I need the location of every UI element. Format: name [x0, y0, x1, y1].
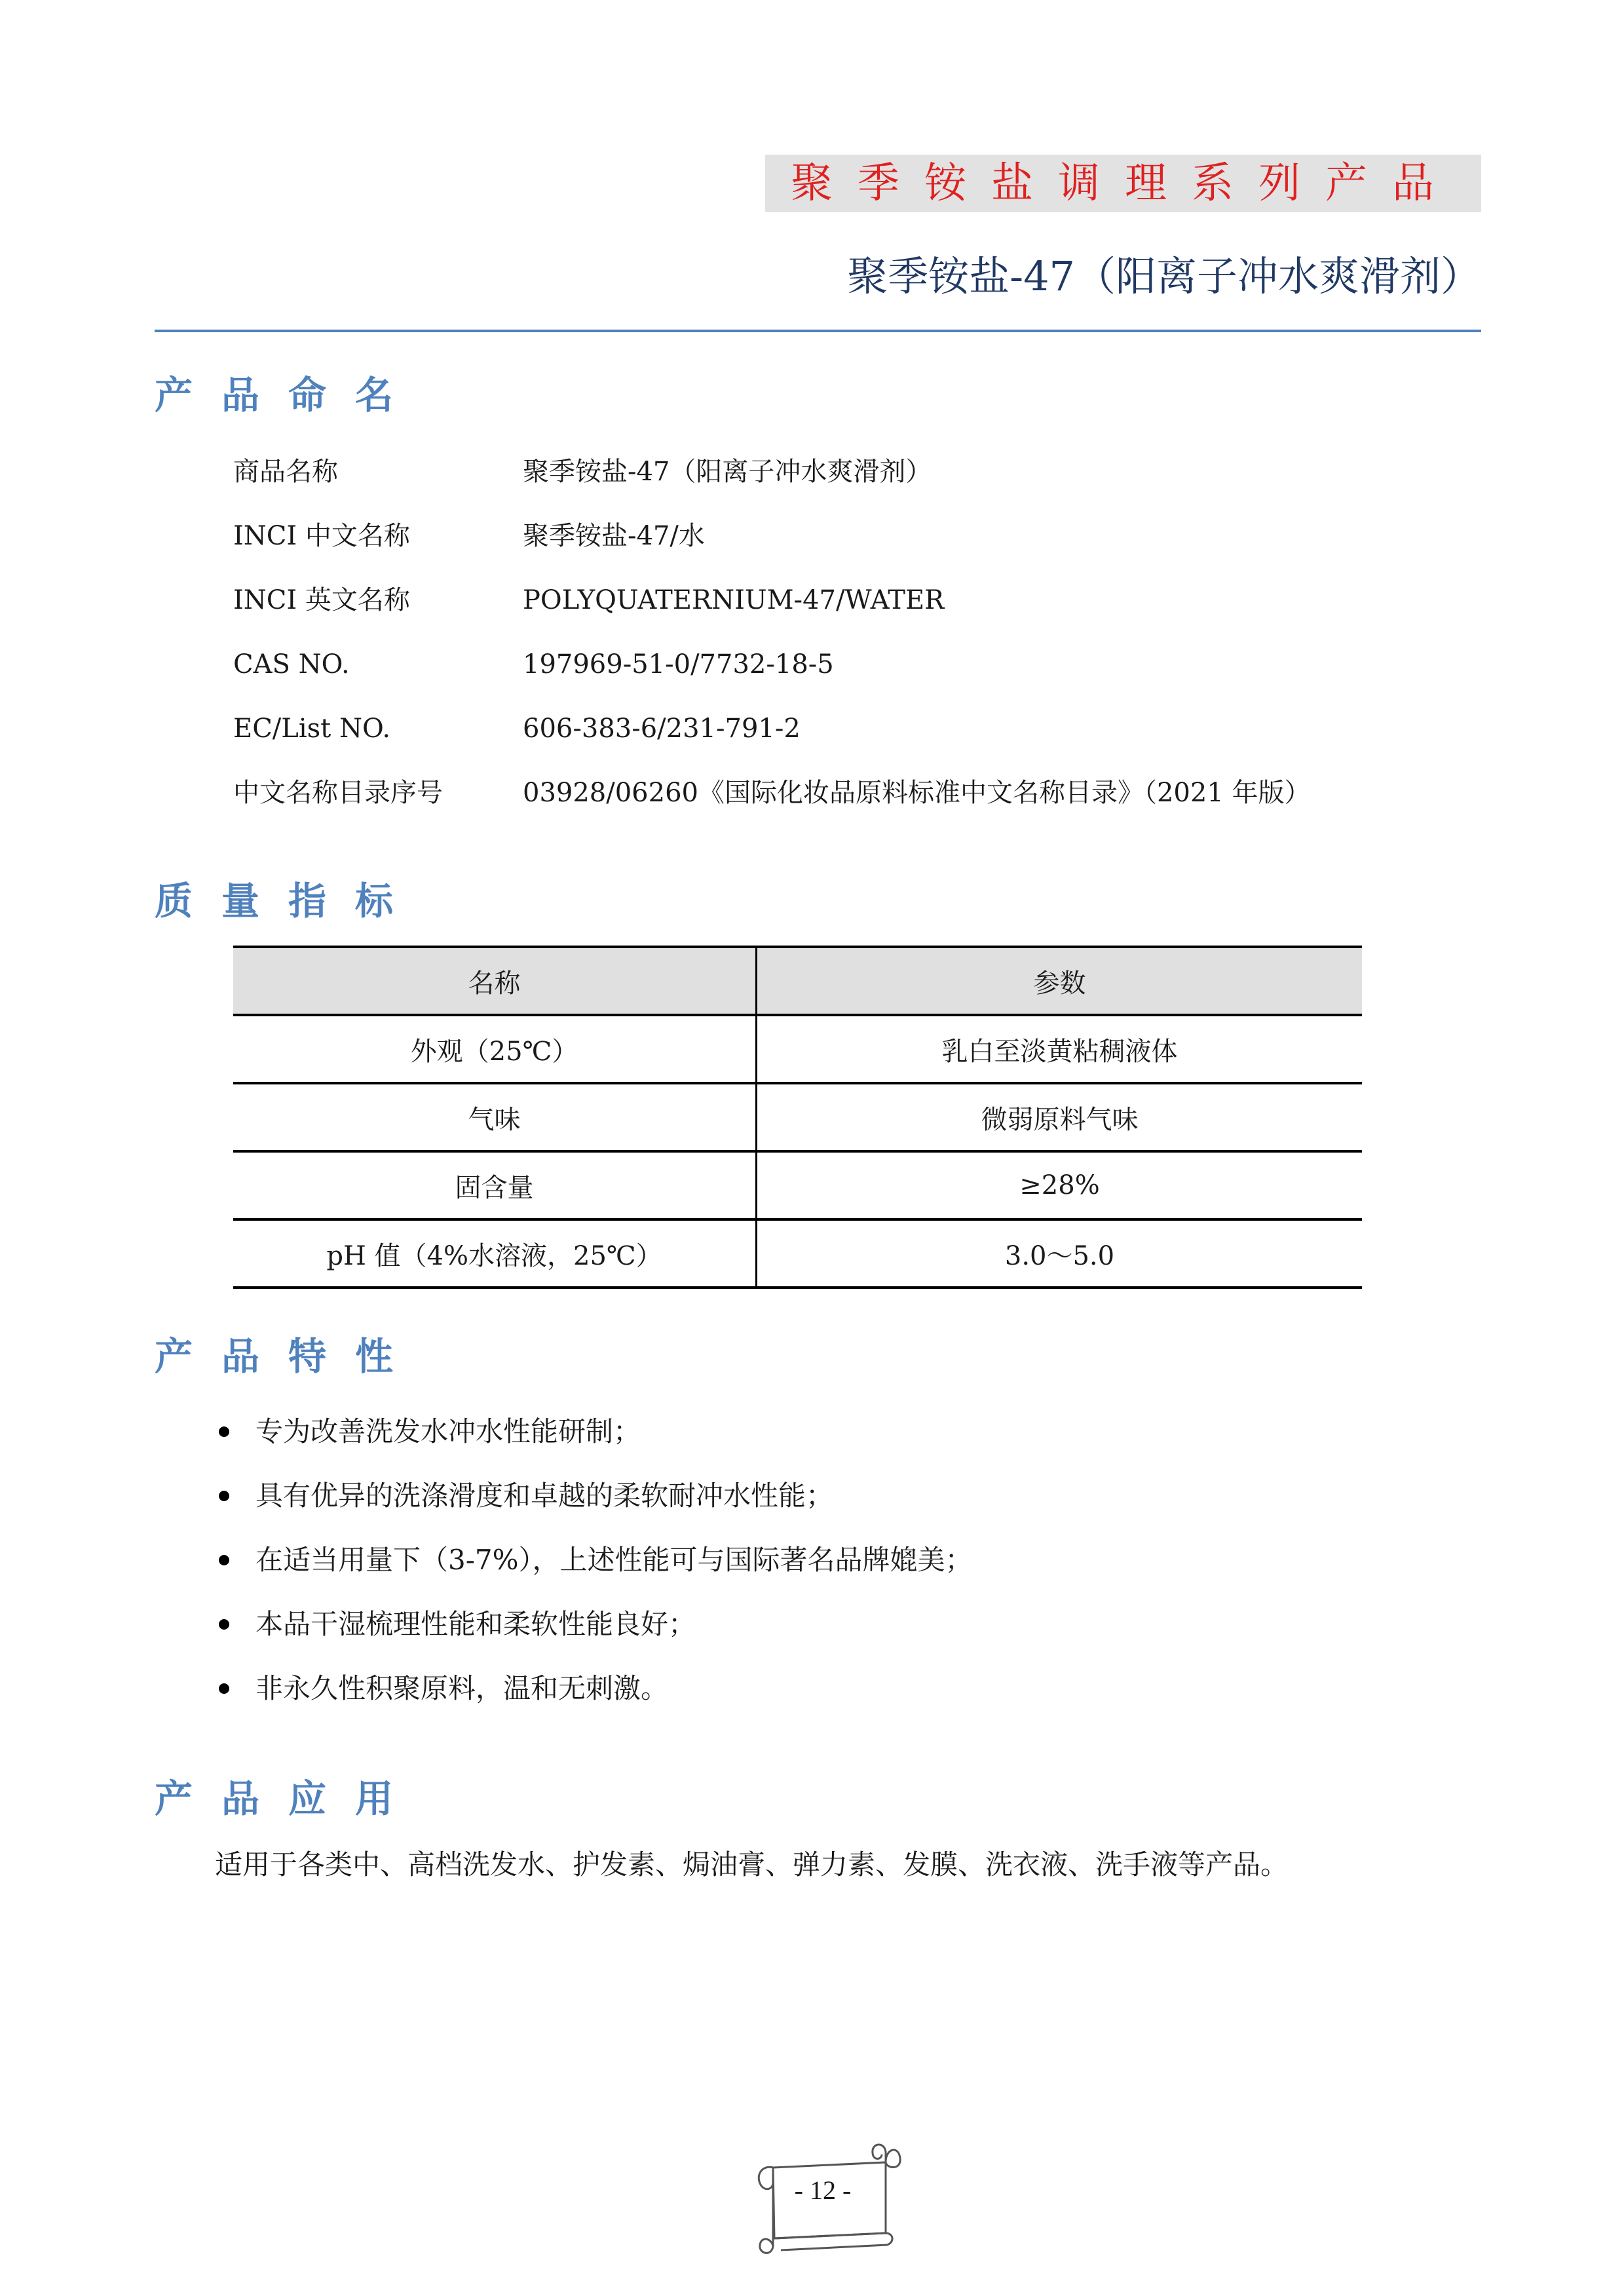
info-value: 197969-51-0/7732-18-5 [523, 649, 834, 679]
info-value: 聚季铵盐-47/水 [523, 521, 705, 551]
spec-name-cell: 气味 [233, 1083, 757, 1151]
info-row-trade-name [233, 452, 1478, 491]
table-row [233, 1151, 1362, 1219]
section-heading-quality: 质量指标 [155, 879, 423, 923]
bullet-icon [219, 1491, 229, 1501]
quality-spec-table [233, 946, 1362, 1289]
application-text: 适用于各类中、高档洗发水、护发素、焗油膏、弹力素、发膜、洗衣液、洗手液等产品。 [215, 1848, 1289, 1881]
page-number: - 12 - [794, 2175, 852, 2205]
section-heading-naming: 产品命名 [155, 373, 423, 417]
bullet-icon [219, 1426, 229, 1437]
section-heading-application: 产品应用 [155, 1776, 423, 1821]
list-item [216, 1476, 1461, 1540]
info-row-ec [233, 709, 1478, 748]
info-value: 606-383-6/231-791-2 [523, 714, 801, 744]
info-label: INCI 中文名称 [233, 521, 410, 551]
info-value: 聚季铵盐-47（阳离子冲水爽滑剂） [523, 457, 932, 487]
spec-param-cell: 3.0～5.0 [757, 1219, 1363, 1288]
bullet-icon [219, 1683, 229, 1694]
spec-name-cell: pH 值（4%水溶液，25℃） [233, 1219, 757, 1288]
info-label: CAS NO. [233, 649, 350, 679]
list-item [216, 1540, 1461, 1605]
info-label: 商品名称 [233, 457, 338, 487]
spec-name-cell: 外观（25℃） [233, 1015, 757, 1083]
table-header-row [233, 947, 1362, 1015]
series-banner [765, 155, 1481, 212]
info-row-cas [233, 645, 1478, 684]
column-header-name: 名称 [233, 947, 757, 1015]
list-item [216, 1605, 1461, 1669]
bullet-icon [219, 1555, 229, 1565]
info-value: 03928/06260《国际化妆品原料标准中文名称目录》（2021 年版） [523, 778, 1311, 808]
table-row [233, 1083, 1362, 1151]
spec-param-cell: 乳白至淡黄粘稠液体 [757, 1015, 1363, 1083]
series-title: 聚季铵盐调理系列产品 [791, 159, 1459, 208]
spec-name-cell: 固含量 [233, 1151, 757, 1219]
table-row [233, 1219, 1362, 1288]
feature-text: 具有优异的洗涤滑度和卓越的柔软耐冲水性能； [255, 1480, 834, 1512]
spec-param-cell: 微弱原料气味 [757, 1083, 1363, 1151]
feature-text: 本品干湿梳理性能和柔软性能良好； [255, 1608, 696, 1640]
feature-list [216, 1412, 1461, 1733]
table-row [233, 1015, 1362, 1083]
list-item [216, 1412, 1461, 1476]
info-label: EC/List NO. [233, 714, 391, 744]
feature-text: 非永久性积聚原料，温和无刺激。 [255, 1672, 669, 1704]
bullet-icon [219, 1619, 229, 1630]
section-heading-features: 产品特性 [155, 1334, 423, 1379]
list-item [216, 1669, 1461, 1733]
column-header-param: 参数 [757, 947, 1363, 1015]
info-row-inci-en [233, 581, 1478, 620]
header-divider [155, 330, 1481, 332]
info-label: INCI 英文名称 [233, 585, 410, 615]
product-title: 聚季铵盐-47（阳离子冲水爽滑剂） [847, 252, 1481, 300]
feature-text: 专为改善洗发水冲水性能研制； [255, 1415, 641, 1447]
spec-param-cell: ≥28% [757, 1151, 1363, 1219]
info-label: 中文名称目录序号 [233, 778, 443, 808]
info-row-catalog-no [233, 773, 1478, 813]
feature-text: 在适当用量下（3-7%），上述性能可与国际著名品牌媲美； [255, 1544, 973, 1576]
info-row-inci-cn [233, 516, 1478, 556]
info-value: POLYQUATERNIUM-47/WATER [523, 585, 945, 615]
